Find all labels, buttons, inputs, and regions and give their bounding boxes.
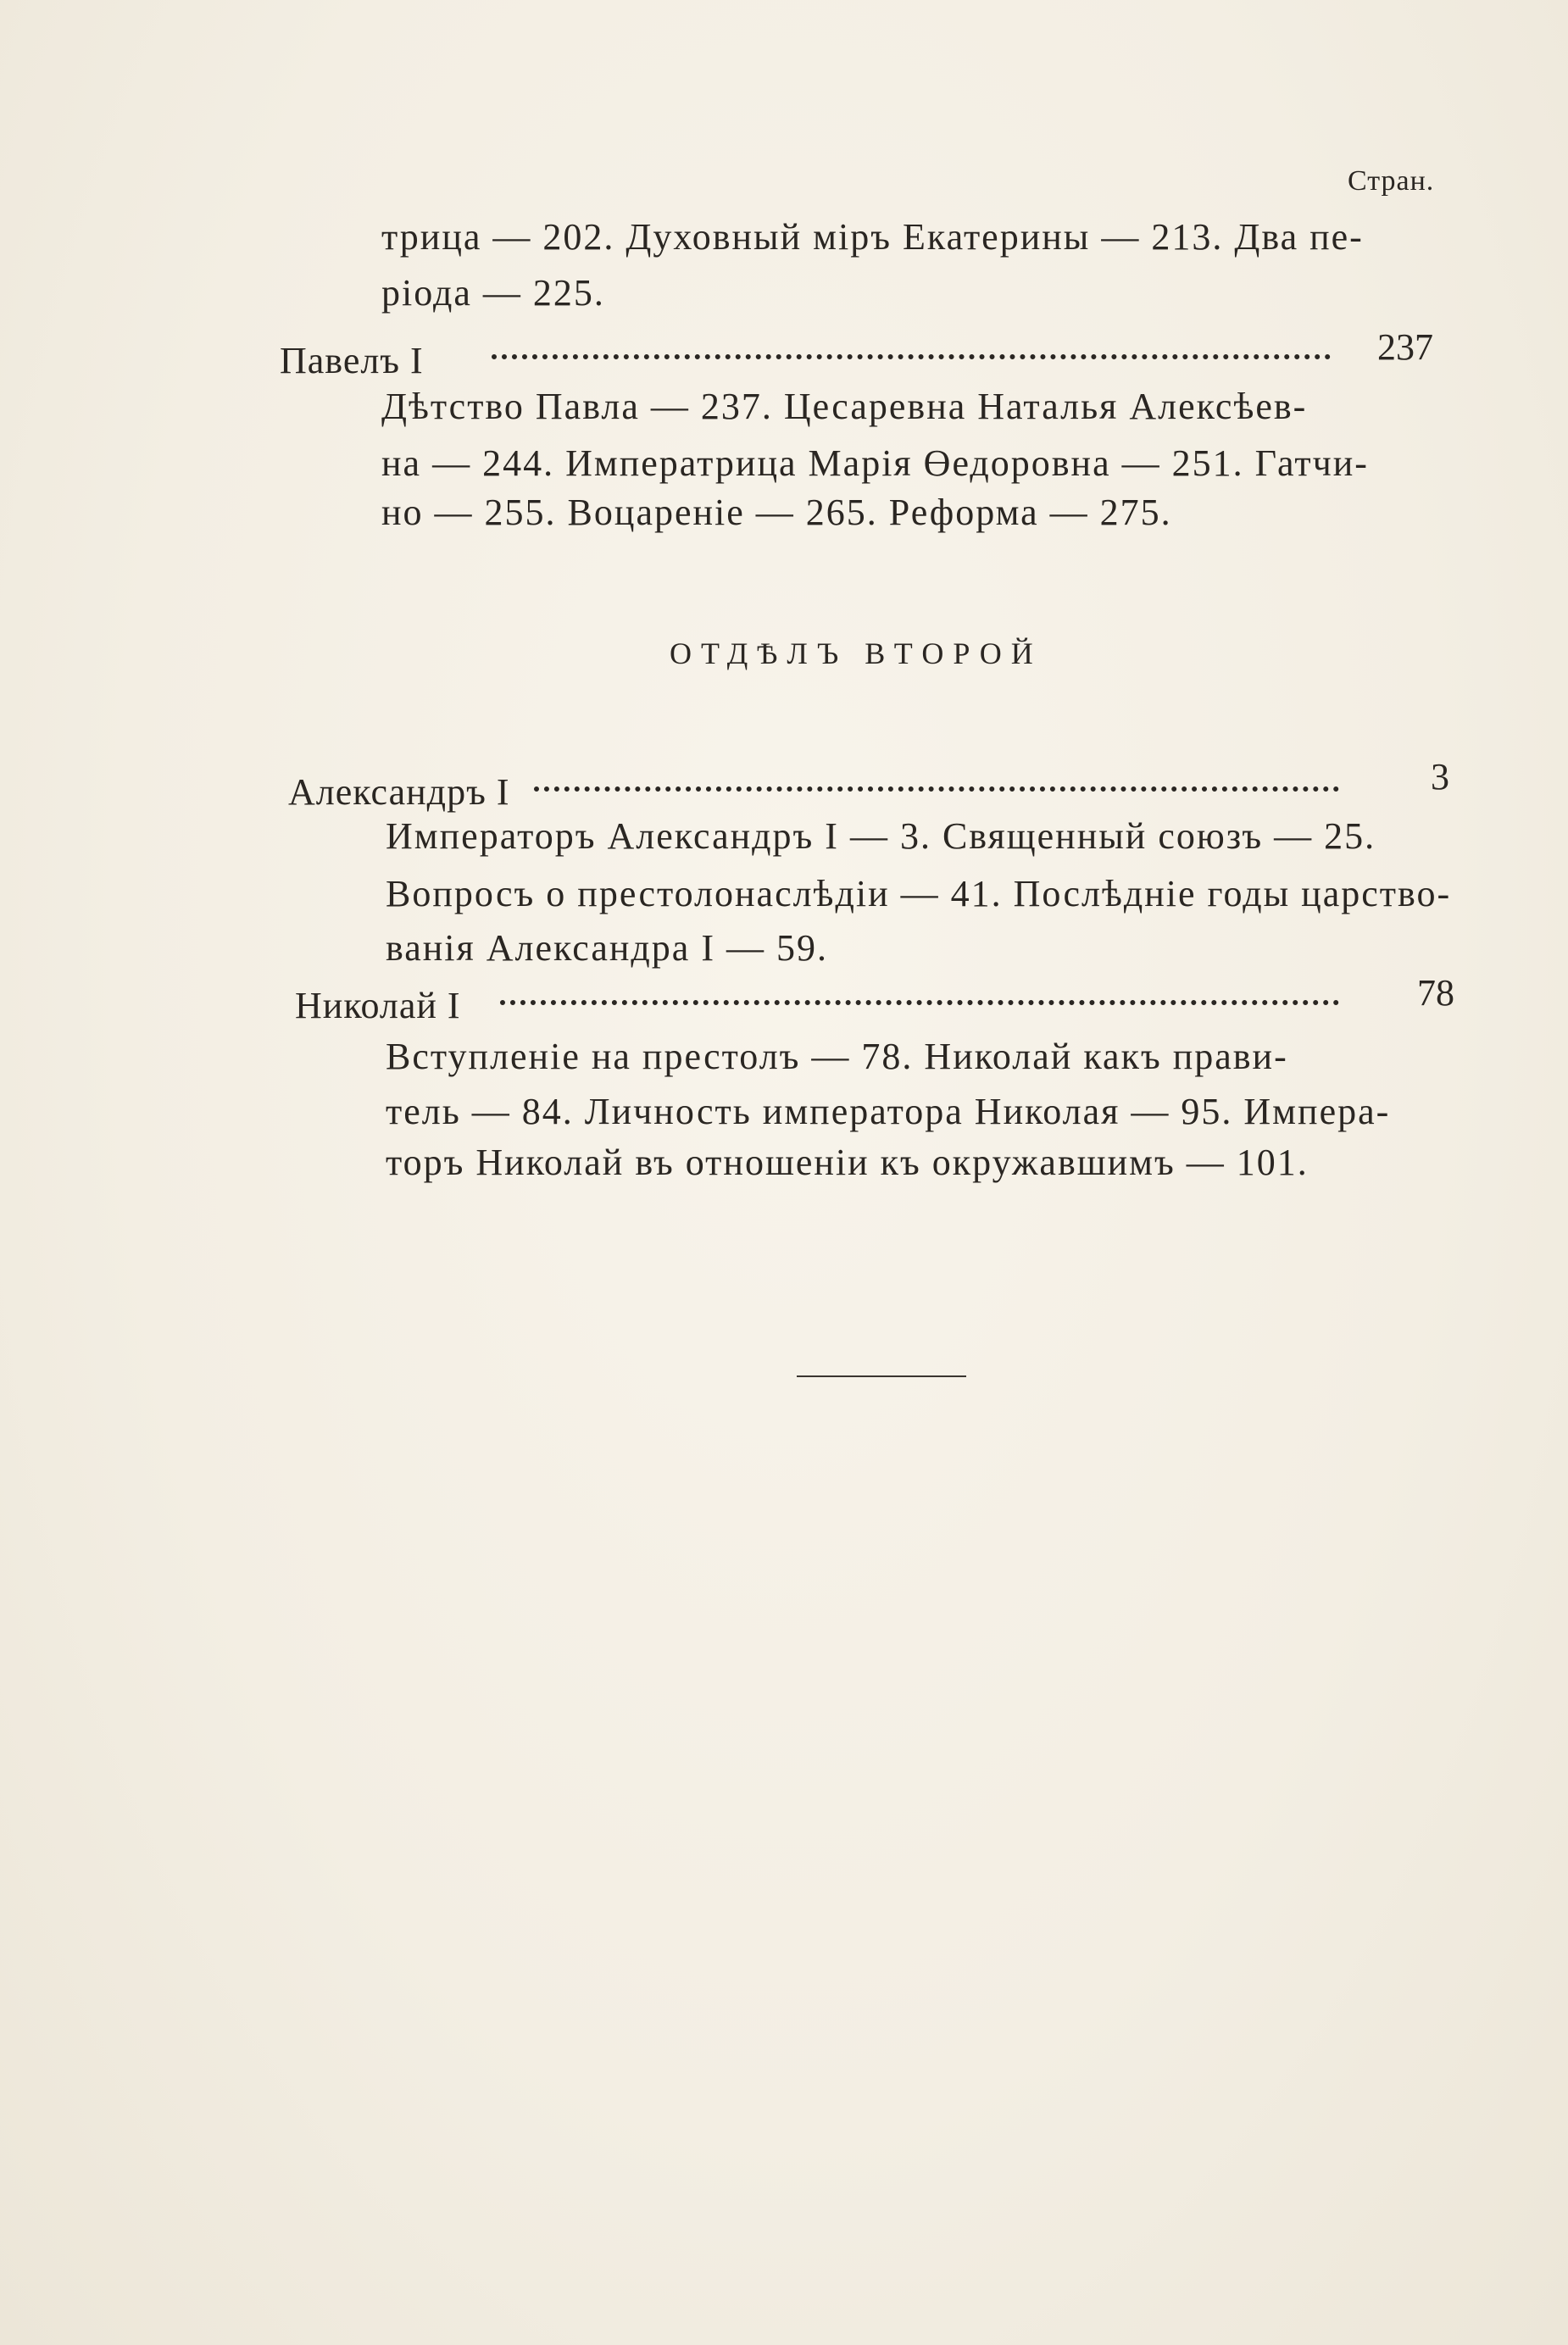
dot-leader [492, 354, 1331, 359]
toc-entry-line: Вступленіе на престолъ — 78. Николай какъ прави- [386, 1036, 1288, 1077]
toc-entry-line: тель — 84. Личность императора Николая — 95. Импера- [386, 1091, 1391, 1132]
toc-entry-page: 237 [1377, 326, 1433, 368]
continuation-line: ріода — 225. [381, 272, 605, 314]
toc-entry-title: Александръ I [288, 771, 510, 813]
dot-leader [500, 1000, 1339, 1005]
toc-entry-page: 3 [1431, 756, 1449, 797]
toc-entry-line: торъ Николай въ отношеніи къ окружавшимъ — 101. [386, 1142, 1309, 1183]
toc-entry-line: Дѣтство Павла — 237. Цесаревна Наталья Алексѣев- [381, 386, 1308, 427]
page-column-label: Стран. [1348, 165, 1435, 197]
toc-entry-line: на — 244. Императрица Марія Өедоровна — 251. Гатчи- [381, 442, 1369, 484]
dot-leader [534, 786, 1339, 792]
toc-entry-line: Императоръ Александръ I — 3. Священный союзъ — 25. [386, 815, 1376, 857]
toc-entry-title: Павелъ I [280, 340, 424, 381]
continuation-line: трица — 202. Духовный міръ Екатерины — 213. Два пе- [381, 216, 1364, 258]
toc-entry-page: 78 [1417, 972, 1454, 1014]
toc-entry-line: Вопросъ о престолонаслѣдіи — 41. Послѣдніе годы царство- [386, 873, 1452, 914]
toc-entry-title: Николай I [295, 985, 461, 1026]
closing-rule [797, 1375, 966, 1377]
toc-entry-line: ванія Александра I — 59. [386, 927, 828, 969]
toc-entry-line: но — 255. Воцареніе — 265. Реформа — 275. [381, 492, 1172, 533]
section-heading: ОТДѢЛЪ ВТОРОЙ [670, 636, 1043, 670]
